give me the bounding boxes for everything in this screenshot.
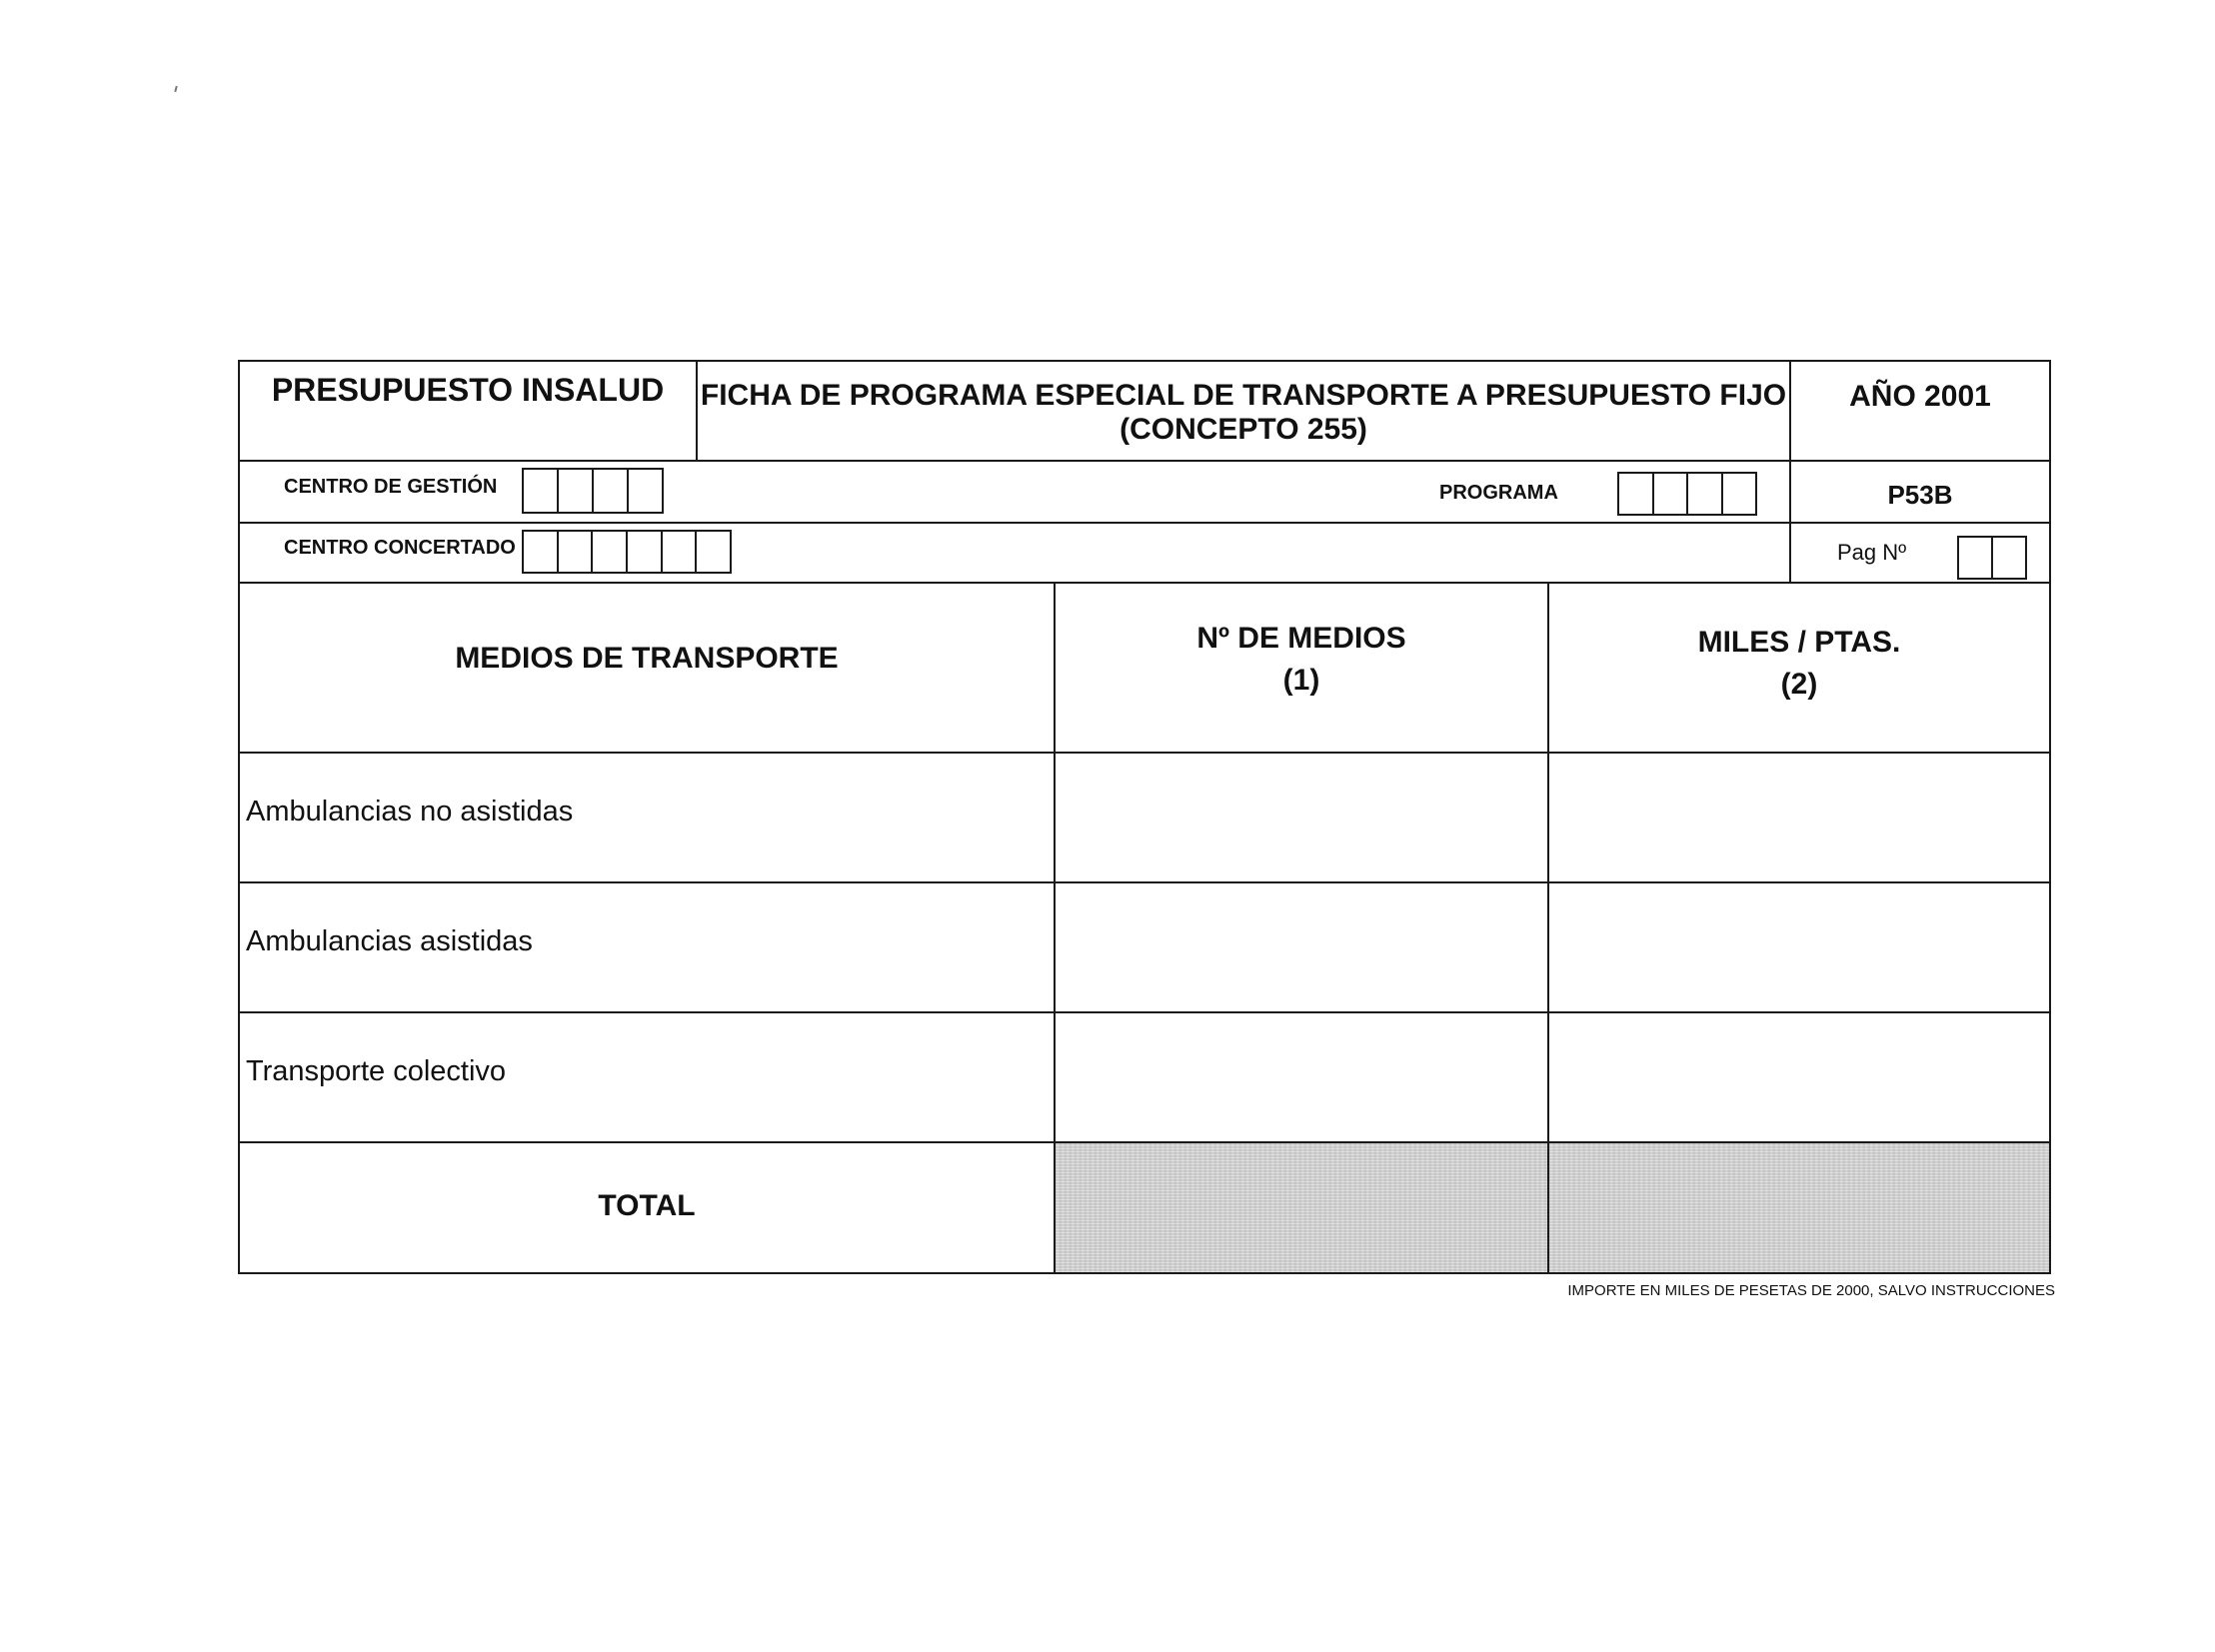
total-label: TOTAL [598, 1189, 696, 1222]
centro-gestion-label: CENTRO DE GESTIÓN [284, 476, 498, 498]
digit-box[interactable] [628, 532, 663, 572]
digit-box[interactable] [559, 532, 594, 572]
miles-ptas-cell[interactable] [1549, 883, 2049, 1011]
page-number-label: Pag Nº [1837, 540, 1907, 565]
digit-box[interactable] [1688, 474, 1723, 514]
digit-box[interactable] [663, 532, 698, 572]
num-medios-cell[interactable] [1056, 883, 1547, 1011]
miles-ptas-cell[interactable] [1549, 1013, 2049, 1141]
year-label: AÑO 2001 [1849, 380, 1991, 413]
centro-concertado-input[interactable] [522, 530, 732, 574]
form-code: P53B [1887, 480, 1953, 510]
digit-box[interactable] [629, 470, 662, 512]
frame-top-line [238, 360, 2051, 362]
digit-box[interactable] [524, 470, 559, 512]
num-medios-cell[interactable] [1056, 754, 1547, 881]
row-label: Ambulancias asistidas [246, 925, 533, 957]
frame-bottom-line [238, 1272, 2051, 1274]
digit-box[interactable] [1723, 474, 1756, 514]
org-title: PRESUPUESTO INSALUD [271, 372, 665, 408]
frame-right-line [2049, 360, 2051, 1274]
digit-box[interactable] [1993, 538, 2025, 578]
form-title-line2: (CONCEPTO 255) [1119, 413, 1367, 446]
digit-box[interactable] [559, 470, 594, 512]
digit-box[interactable] [697, 532, 730, 572]
digit-box[interactable] [524, 532, 559, 572]
digit-box[interactable] [1654, 474, 1689, 514]
fields-row2-bottom-line [238, 582, 2051, 584]
total-miles-ptas-shaded [1549, 1143, 2049, 1272]
digit-box[interactable] [1619, 474, 1654, 514]
col-header-num-medios-note: (1) [1282, 664, 1320, 697]
programa-label: PROGRAMA [1439, 482, 1558, 504]
footnote: IMPORTE EN MILES DE PESETAS DE 2000, SALVO INSTRUCCIONES [1567, 1282, 2055, 1299]
fields-row1-bottom-line [238, 522, 2051, 524]
col-header-miles-ptas-note: (2) [1780, 668, 1818, 701]
col-header-miles-ptas: MILES / PTAS. [1697, 626, 1901, 659]
miles-ptas-cell[interactable] [1549, 754, 2049, 881]
centro-gestion-input[interactable] [522, 468, 664, 514]
header-bottom-line [238, 460, 2051, 462]
row-label: Ambulancias no asistidas [246, 796, 574, 827]
digit-box[interactable] [1959, 538, 1993, 578]
col-header-medios: MEDIOS DE TRANSPORTE [455, 642, 839, 675]
page-number-input[interactable] [1957, 536, 2027, 580]
digit-box[interactable] [594, 470, 629, 512]
col-header-num-medios: Nº DE MEDIOS [1196, 622, 1406, 655]
frame-left-line [238, 360, 240, 1274]
programa-input[interactable] [1617, 472, 1757, 516]
digit-box[interactable] [593, 532, 628, 572]
num-medios-cell[interactable] [1056, 1013, 1547, 1141]
row-label: Transporte colectivo [246, 1055, 507, 1087]
centro-concertado-label: CENTRO CONCERTADO [284, 537, 516, 559]
scan-speck [174, 86, 177, 92]
form-title-line1: FICHA DE PROGRAMA ESPECIAL DE TRANSPORTE A PRESUPUESTO FIJO [700, 379, 1787, 412]
total-num-medios-shaded [1056, 1143, 1547, 1272]
